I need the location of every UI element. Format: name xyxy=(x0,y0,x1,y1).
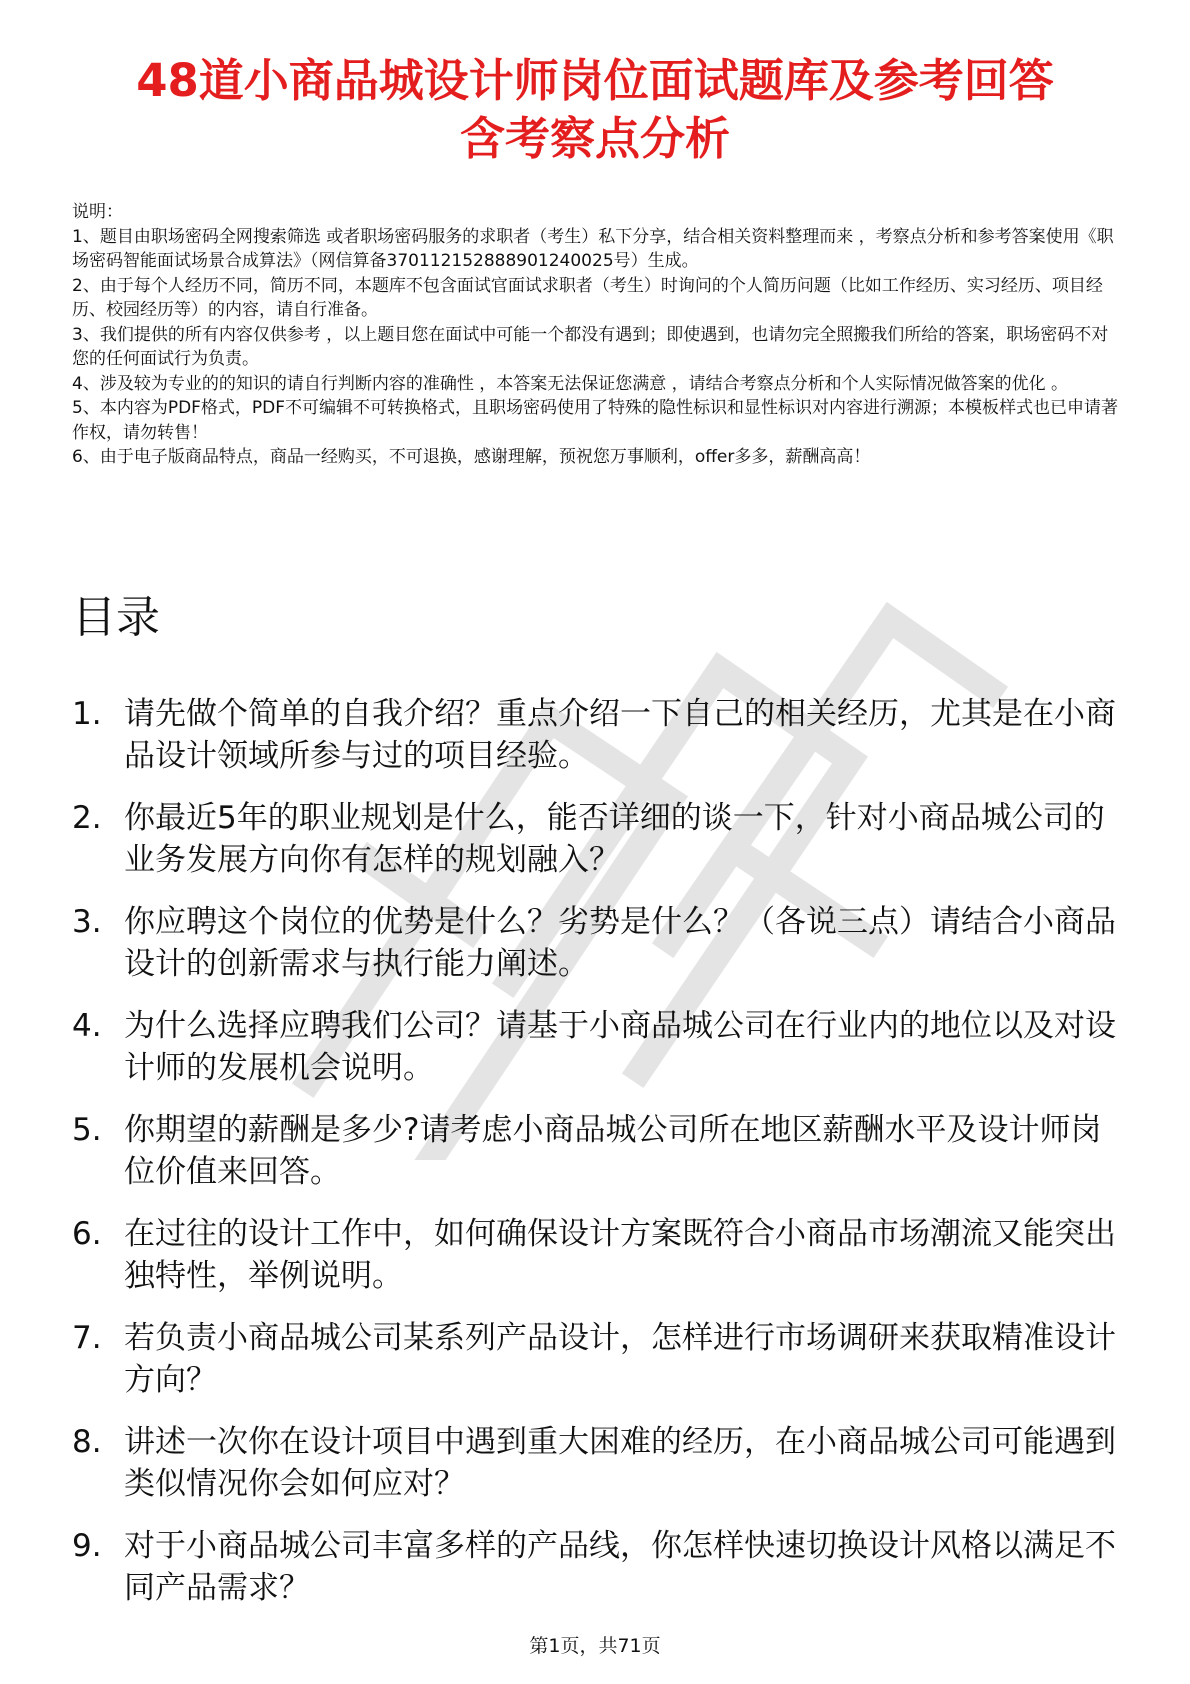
notes-item-4: 4、涉及较为专业的的知识的请自行判断内容的准确性 ，本答案无法保证您满意 ，请结合考察点分析和个人实际情况做答案的优化 。 xyxy=(72,373,1069,394)
toc-item-number: 5. xyxy=(72,1112,102,1148)
toc-heading: 目录 xyxy=(72,592,160,643)
notes-item-1: 1、题目由职场密码全网搜索筛选 或者职场密码服务的求职者（考生）私下分享，结合相关资料整理而来 ，考察点分析和参考答案使用《职场密码智能面试场景合成算法》（网信算备370112152888901240025号）生成。 xyxy=(72,226,1114,271)
toc-item[interactable] xyxy=(72,1317,1132,1421)
page-footer: 第1页，共71页 xyxy=(529,1635,661,1657)
toc-item-text: 在过往的设计工作中，如何确保设计方案既符合小商品市场潮流又能突出独特性，举例说明。 xyxy=(124,1216,1116,1294)
toc-item[interactable] xyxy=(72,1213,1132,1317)
toc-item-number: 7. xyxy=(72,1320,102,1356)
toc-item-number: 6. xyxy=(72,1216,102,1252)
toc-item-text: 讲述一次你在设计项目中遇到重大困难的经历，在小商品城公司可能遇到类似情况你会如何应对？ xyxy=(124,1424,1116,1502)
toc-item-number: 2. xyxy=(72,800,102,836)
document-title xyxy=(60,52,1130,168)
notes-item-6: 6、由于电子版商品特点，商品一经购买，不可退换，感谢理解，预祝您万事顺利，offer多多，薪酬高高！ xyxy=(72,447,871,467)
toc-item-text: 若负责小商品城公司某系列产品设计，怎样进行市场调研来获取精准设计方向？ xyxy=(124,1320,1116,1398)
title-line-2: 含考察点分析 xyxy=(459,112,730,165)
toc-item[interactable] xyxy=(72,1421,1132,1525)
toc-item-text: 对于小商品城公司丰富多样的产品线，你怎样快速切换设计风格以满足不同产品需求？ xyxy=(124,1528,1116,1606)
title-line-1: 48道小商品城设计师岗位面试题库及参考回答 xyxy=(136,54,1054,107)
toc-item-text: 为什么选择应聘我们公司？请基于小商品城公司在行业内的地位以及对设计师的发展机会说明。 xyxy=(124,1008,1116,1086)
toc-item-number: 9. xyxy=(72,1528,102,1564)
toc-item[interactable] xyxy=(72,901,1132,1005)
notes-item-5: 5、本内容为PDF格式，PDF不可编辑不可转换格式，且职场密码使用了特殊的隐性标识和显性标识对内容进行溯源；本模板样式也已申请著作权，请勿转售！ xyxy=(72,398,1119,443)
notes-item-2: 2、由于每个人经历不同，简历不同，本题库不包含面试官面试求职者（考生）时询问的个人简历问题（比如工作经历、实习经历、项目经历、校园经历等）的内容，请自行准备。 xyxy=(72,275,1103,320)
toc-item-text: 你期望的薪酬是多少?请考虑小商品城公司所在地区薪酬水平及设计师岗位价值来回答。 xyxy=(124,1112,1102,1190)
toc-item-number: 8. xyxy=(72,1424,102,1460)
toc-item-text: 你应聘这个岗位的优势是什么？劣势是什么？（各说三点）请结合小商品设计的创新需求与执行能力阐述。 xyxy=(124,904,1116,982)
toc-item[interactable] xyxy=(72,1005,1132,1109)
toc-item-text: 请先做个简单的自我介绍？重点介绍一下自己的相关经历，尤其是在小商品设计领域所参与过的项目经验。 xyxy=(124,696,1116,774)
toc-item[interactable] xyxy=(72,1109,1132,1213)
notes-section xyxy=(72,200,1122,470)
toc-list xyxy=(72,693,1132,1629)
notes-heading: 说明： xyxy=(72,202,123,222)
notes-item-3: 3、我们提供的所有内容仅供参考 ，以上题目您在面试中可能一个都没有遇到；即使遇到，也请勿完全照搬我们所给的答案，职场密码不对您的任何面试行为负责。 xyxy=(72,324,1109,369)
toc-item-text: 你最近5年的职业规划是什么，能否详细的谈一下，针对小商品城公司的业务发展方向你有怎样的规划融入？ xyxy=(124,800,1105,878)
toc-item[interactable] xyxy=(72,1525,1132,1629)
toc-item[interactable] xyxy=(72,693,1132,797)
toc-item-number: 4. xyxy=(72,1008,102,1044)
toc-item[interactable] xyxy=(72,797,1132,901)
toc-item-number: 3. xyxy=(72,904,102,940)
toc-item-number: 1. xyxy=(72,696,102,732)
